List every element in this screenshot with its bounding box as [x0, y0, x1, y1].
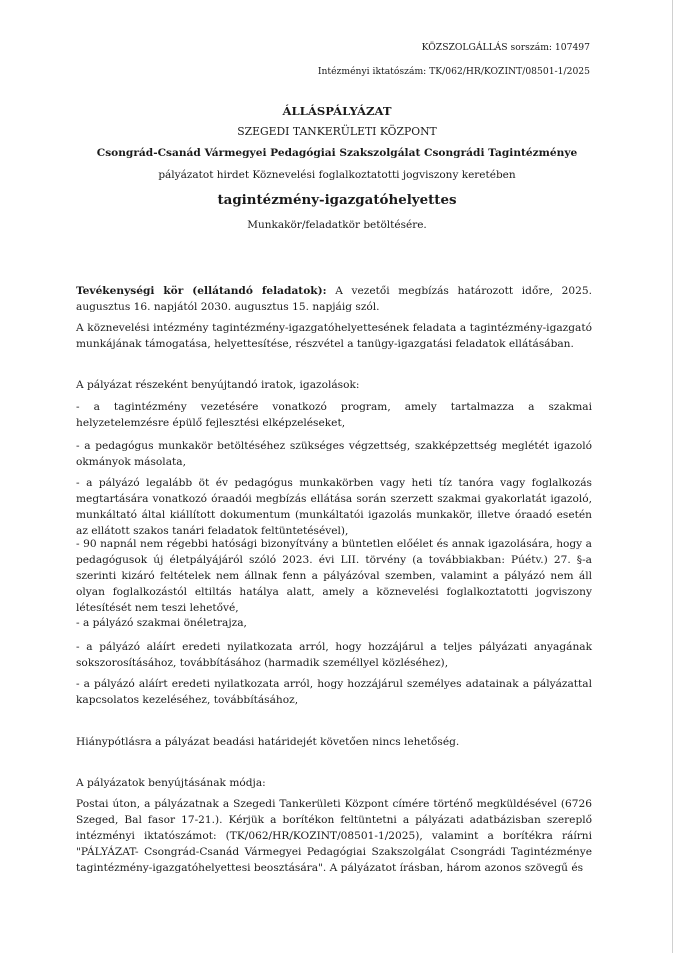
docs-item-5: - a pályázó szakmai önéletrajza, [76, 617, 247, 629]
position-title: tagintézmény-igazgatóhelyettes [217, 192, 457, 208]
serial-number: KÖZSZOLGÁLLÁS sorszám: 107497 [421, 42, 590, 53]
unit-name: Csongrád-Csanád Vármegyei Pedagógiai Szakszolgálat Csongrádi Tagintézménye [96, 147, 578, 159]
activity-paragraph [76, 283, 592, 315]
docs-heading: A pályázat részeként benyújtandó iratok, igazolások: [76, 379, 360, 391]
document-title: ÁLLÁSPÁLYÁZAT [282, 104, 392, 118]
submission-paragraph: Postai úton, a pályázatnak a Szegedi Tankerületi Központ címére történő megküldésével (6726 Szeged, Bal fasor 17-21.). Kérjük a borítékon feltüntetni a pályázati adatbázisban szereplő intézményi iktatószámot: (TK/062/HR/KOZINT/08501-1/2025), valamint a borítékra ráírni "PÁLYÁZAT- Csongrád-Csanád Vármegyei Pedagógiai Szakszolgálat Csongrádi Tagintézménye tagintézmény-igazgatóhelyettesi beosztására". A pályázatot írásban, három azonos szövegű és [76, 798, 592, 874]
reference-number: Intézményi iktatószám: TK/062/HR/KOZINT/08501-1/2025 [317, 66, 590, 77]
organization-name: SZEGEDI TANKERÜLETI KÖZPONT [237, 125, 437, 138]
submission-heading: A pályázatok benyújtásának módja: [76, 777, 266, 789]
purpose-line: Munkakör/feladatkör betöltésére. [247, 219, 427, 231]
docs-item-1: - a tagintézmény vezetésére vonatkozó program, amely tartalmazza a szakmai helyzetelemzésre épülő fejlesztési elképzeléseket, [76, 401, 592, 429]
docs-item-2: - a pedagógus munkakör betöltéséhez szükséges végzettség, szakképzettség meglétét igazoló okmányok másolata, [76, 440, 592, 468]
no-supplement-note: Hiánypótlásra a pályázat beadási határidejét követően nincs lehetőség. [76, 736, 460, 748]
activity-label: Tevékenységi kör (ellátandó feladatok): [76, 285, 327, 297]
docs-item-3: - a pályázó legalább öt év pedagógus munkakörben vagy heti tíz tanóra vagy foglalkozás megtartására vonatkozó óraadói megbízás ellátása során szerzett szakmai gyakorlatát igazoló, munkáltató által kiállított dokumentum (munkáltatói igazolás munkakör, illetve óraadó esetén az ellátott szakos tanári feladatok feltüntetésével), [76, 477, 592, 537]
docs-item-7: - a pályázó aláírt eredeti nyilatkozata arról, hogy hozzájárul személyes adatainak a pályázattal kapcsolatos kezeléséhez, továbbításához, [76, 678, 592, 706]
intro-line: pályázatot hirdet Köznevelési foglalkoztatotti jogviszony keretében [158, 169, 516, 181]
activity-text: A vezetői megbízás határozott időre, 2025. augusztus 16. napjától 2030. augusztus 15. napjáig szól. [76, 285, 592, 313]
docs-item-4: - 90 napnál nem régebbi hatósági bizonyítvány a büntetlen előélet és annak igazolására, hogy a pedagógusok új életpályájáról szóló 2023. évi LII. törvény (a továbbiakban: Púétv.) 27. §-a szerinti kizáró feltételek nem állnak fenn a pályázóval szemben, valamint a pályázó nem áll olyan foglalkozástól eltiltás hatálya alatt, amely a köznevelési foglalkoztatotti jogviszony létesítését nem teszi lehetővé, [76, 538, 592, 614]
duty-paragraph: A köznevelési intézmény tagintézmény-igazgatóhelyettesének feladata a tagintézmény-igazgató munkájának támogatása, helyettesítése, részvétel a tanügy-igazgatási feladatok ellátásában. [76, 322, 592, 350]
docs-item-6: - a pályázó aláírt eredeti nyilatkozata arról, hogy hozzájárul a teljes pályázati anyagának sokszorosításához, továbbításához (harmadik személlyel közléséhez), [76, 641, 592, 669]
